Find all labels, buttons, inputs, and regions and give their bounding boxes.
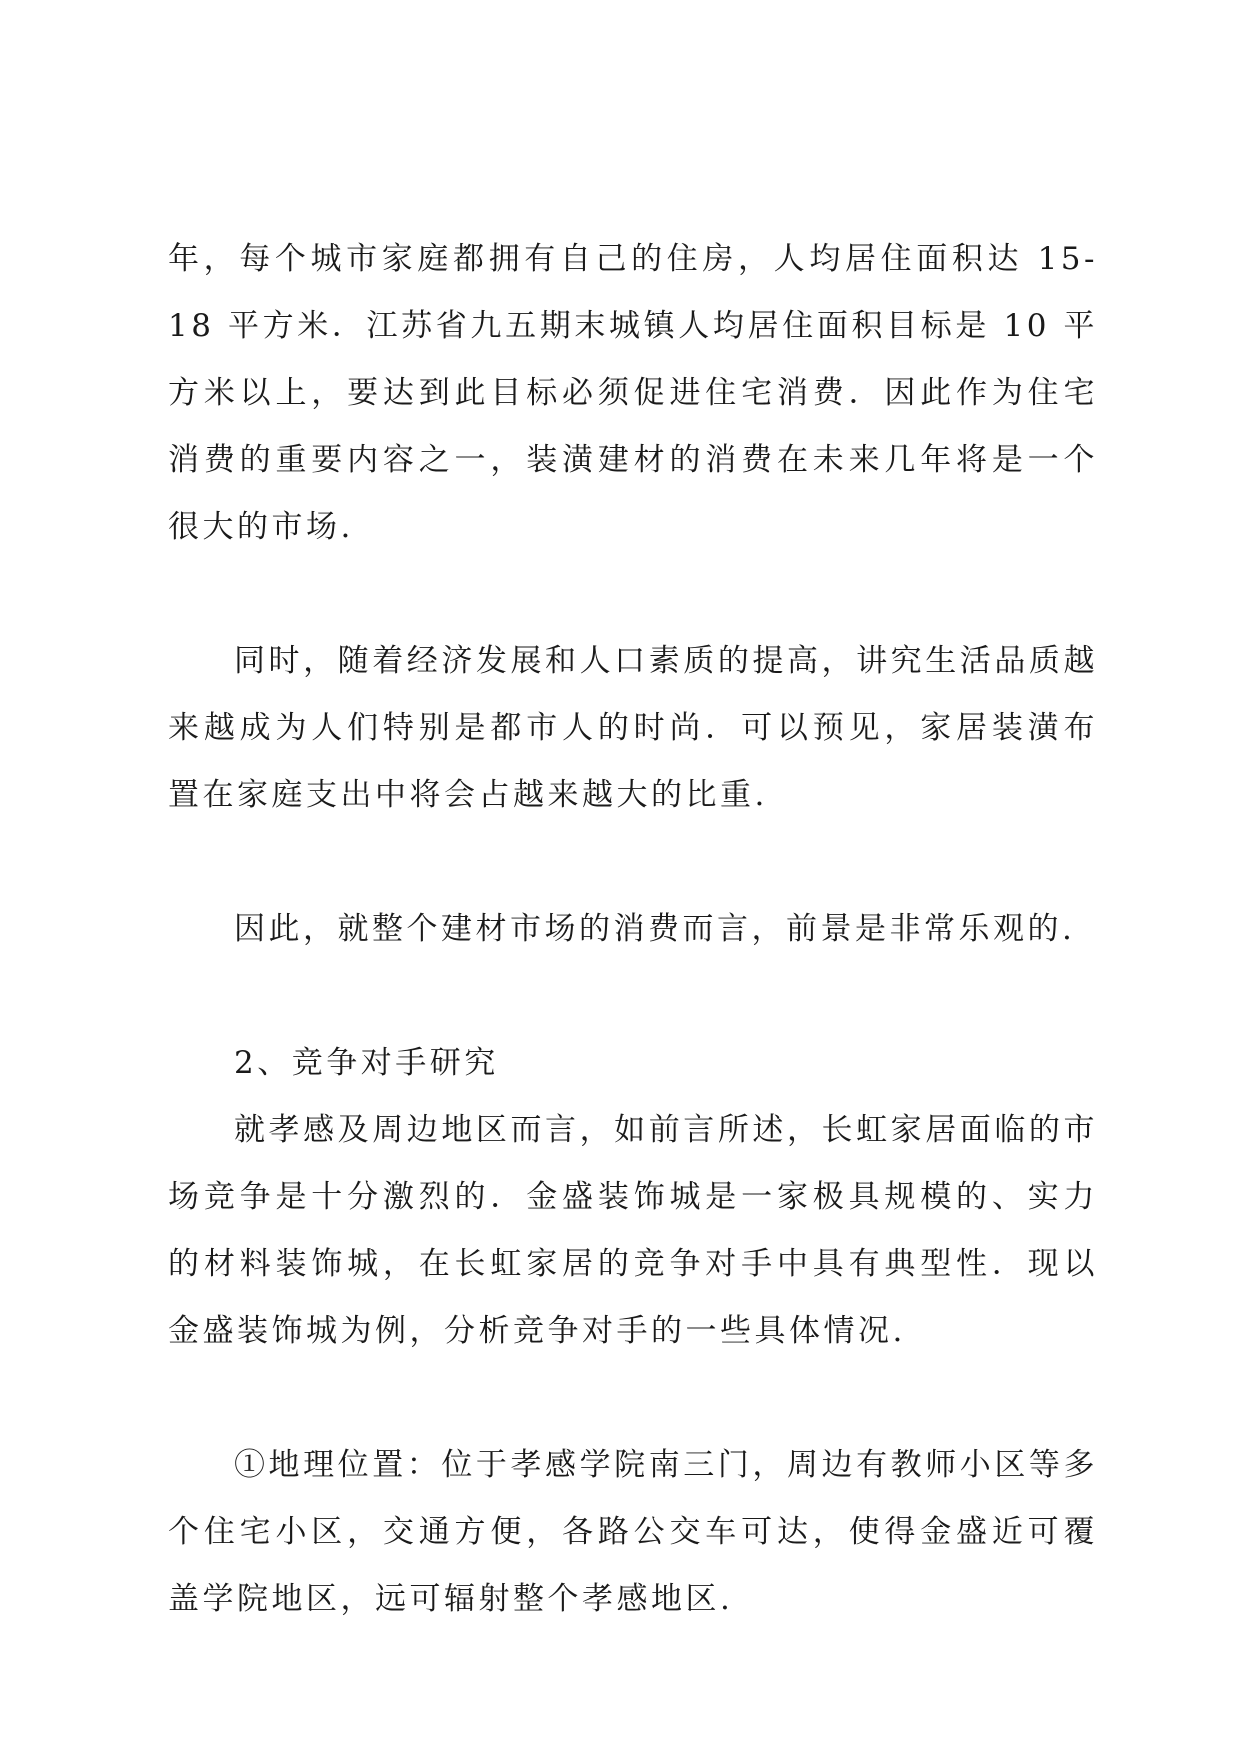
paragraph-competitor-overview: 就孝感及周边地区而言，如前言所述，长虹家居面临的市场竞争是十分激烈的．金盛装饰城是一家极具规模的、实力的材料装饰城，在长虹家居的竞争对手中具有典型性．现以金盛装饰城为例，分析竞争对手的一些具体情况. — [168, 1112, 1098, 1349]
paragraph-lifestyle-trend: 同时，随着经济发展和人口素质的提高，讲究生活品质越来越成为人们特别是都市人的时尚．可以预见，家居装潢布置在家庭支出中将会占越来越大的比重. — [168, 643, 1098, 813]
paragraph-spacer — [168, 1365, 1098, 1432]
section-heading-competitor-research: 2、竞争对手研究 — [234, 1045, 499, 1081]
paragraph-spacer — [168, 829, 1098, 896]
paragraph-housing-consumption: 年，每个城市家庭都拥有自己的住房，人均居住面积达 15-18 平方米．江苏省九五期末城镇人均居住面积目标是 10 平方米以上，要达到此目标必须促进住宅消费．因此作为住宅消费的重要内容之一，装潢建材的消费在未来几年将是一个很大的市场. — [168, 241, 1098, 545]
paragraph-market-outlook: 因此，就整个建材市场的消费而言，前景是非常乐观的. — [234, 911, 1076, 947]
paragraph-spacer — [168, 561, 1098, 628]
paragraph-spacer — [168, 963, 1098, 1030]
document-body — [168, 226, 1098, 1633]
paragraph-geographic-location: ①地理位置：位于孝感学院南三门，周边有教师小区等多个住宅小区，交通方便，各路公交车可达，使得金盛近可覆盖学院地区，远可辐射整个孝感地区. — [168, 1447, 1098, 1617]
